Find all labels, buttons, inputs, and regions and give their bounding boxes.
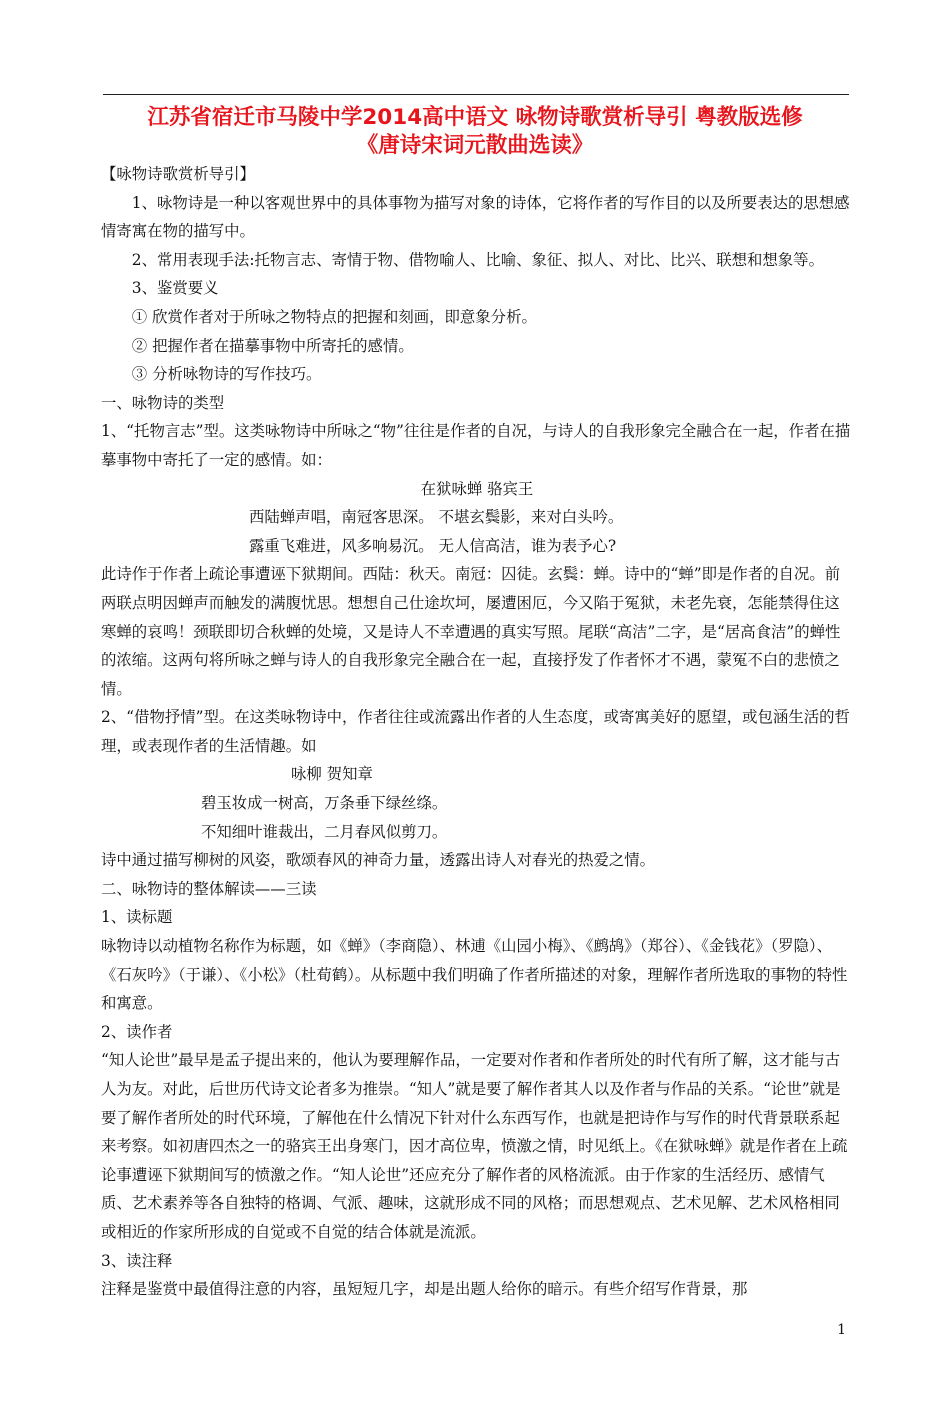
section-heading: 二、咏物诗的整体解读——三读 (101, 879, 317, 898)
paragraph: 2、“借物抒情”型。在这类咏物诗中，作者往往或流露出作者的人生态度，或寄寓美好的愿望，或包涵生活的哲理，或表现作者的生活情趣。如 (101, 708, 850, 755)
paragraph: 注释是鉴赏中最值得注意的内容，虽短短几字，却是出题人给你的暗示。有些介绍写作背景，那 (101, 1280, 748, 1299)
poem-line: 不知细叶谁裁出，二月春风似剪刀。 (201, 822, 448, 841)
list-item: ③ 分析咏物诗的写作技巧。 (131, 365, 322, 384)
poem-line: 露重飞难进，风多响易沉。 无人信高洁，谁为表予心? (249, 536, 617, 555)
paragraph: 咏物诗以动植物名称作为标题，如《蝉》（李商隐）、林逋《山园小梅》、《鹧鸪》（郑谷）、《金钱花》（罗隐）、《石灰吟》（于谦）、《小松》（杜荀鹤）。从标题中我们明确了作者所描述的对象，理解作者所选取的事物的特性和寓意。 (101, 937, 848, 1013)
list-item: ① 欣赏作者对于所咏之物特点的把握和刻画，即意象分析。 (131, 307, 537, 326)
paragraph: 1、“托物言志”型。这类咏物诗中所咏之“物”往往是作者的自况，与诗人的自我形象完全融合在一起，作者在描摹事物中寄托了一定的感情。如： (101, 422, 851, 469)
poem-line: 西陆蝉声唱，南冠客思深。 不堪玄鬓影，来对白头吟。 (249, 508, 624, 527)
section-label: 【咏物诗歌赏析导引】 (101, 165, 255, 183)
poem-title: 在狱咏蝉 骆宾王 (420, 479, 534, 498)
poem-line: 碧玉妆成一树高，万条垂下绿丝绦。 (201, 794, 448, 813)
list-item: ② 把握作者在描摹事物中所寄托的感情。 (131, 336, 414, 355)
paragraph: 3、鉴赏要义 (131, 279, 219, 298)
sub-heading: 2、读作者 (101, 1022, 173, 1041)
page-number: 1 (837, 1322, 846, 1338)
poem-title: 咏柳 贺知章 (291, 765, 373, 784)
paragraph: 1、咏物诗是一种以客观世界中的具体事物为描写对象的诗体，它将作者的写作目的以及所要表达的思想感情寄寓在物的描写中。 (101, 193, 850, 241)
section-heading: 一、咏物诗的类型 (101, 393, 225, 412)
document-body (101, 160, 853, 1304)
paragraph: 2、常用表现手法:托物言志、寄情于物、借物喻人、比喻、象征、拟人、对比、比兴、联想和想象等。 (131, 250, 824, 269)
sub-heading: 3、读注释 (101, 1251, 173, 1270)
paragraph: “知人论世”最早是孟子提出来的，他认为要理解作品，一定要对作者和作者所处的时代有所了解，这才能与古人为友。对此，后世历代诗文论者多为推崇。“知人”就是要了解作者其人以及作者与作品的关系。“论世”就是要了解作者所处的时代环境，了解他在什么情况下针对什么东西写作，也就是把诗作与写作的时代背景联系起来考察。如初唐四杰之一的骆宾王出身寒门，因才高位卑，愤激之情，时见纸上。《在狱咏蝉》就是作者在上疏论事遭诬下狱期间写的愤激之作。“知人论世”还应充分了解作者的风格流派。由于作家的生活经历、感情气质、艺术素养等各自独特的格调、气派、趣味，这就形成不同的风格；而思想观点、艺术见解、艺术风格相同或相近的作家所形成的自觉或不自觉的结合体就是流派。 (101, 1051, 848, 1241)
paragraph: 诗中通过描写柳树的风姿，歌颂春风的神奇力量，透露出诗人对春光的热爱之情。 (101, 851, 656, 870)
sub-heading: 1、读标题 (101, 908, 173, 927)
title-line-2: 《唐诗宋词元散曲选读》 (356, 133, 594, 158)
title-line-1: 江苏省宿迁市马陵中学2014高中语文 咏物诗歌赏析导引 粤教版选修 (147, 105, 803, 130)
document-title (80, 104, 870, 160)
header-rule (103, 94, 849, 95)
paragraph: 此诗作于作者上疏论事遭诬下狱期间。西陆：秋天。南冠：囚徒。玄鬓：蝉。诗中的“蝉”即是作者的自况。前两联点明因蝉声而触发的满腹忧思。想想自己仕途坎坷，屡遭困厄，今又陷于冤狱，未老先衰，怎能禁得住这寒蝉的哀鸣！颈联即切合秋蝉的处境，又是诗人不幸遭遇的真实写照。尾联“高洁”二字，是“居高食洁”的蝉性的浓缩。这两句将所咏之蝉与诗人的自我形象完全融合在一起，直接抒发了作者怀才不遇，蒙冤不白的悲愤之情。 (101, 565, 841, 698)
